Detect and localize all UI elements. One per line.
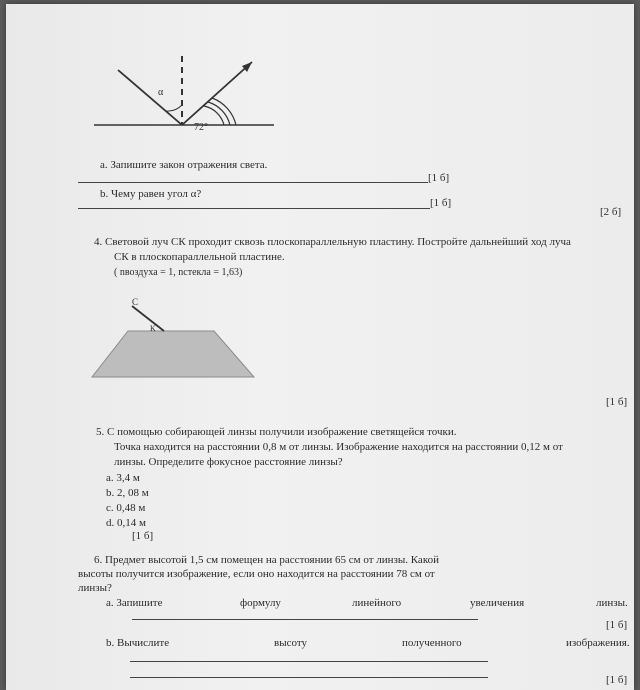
q5-option-c[interactable]: c. 0,48 м (106, 502, 146, 514)
worksheet-page (6, 4, 634, 690)
q6-a-answer-line[interactable] (132, 619, 478, 620)
q5-text-line2: Точка находится на расстоянии 0,8 м от линзы. Изображение находится на расстоянии 0,12 м от (114, 441, 563, 453)
q6-b-word-2: высоту (274, 637, 307, 649)
angle-72-label: 72° (194, 122, 208, 133)
q6-a-word-5: линзы. (596, 597, 628, 609)
q5-mark: [1 б] (132, 530, 154, 542)
q4-mark: [1 б] (606, 396, 628, 408)
q6-a-word-1: a. Запишите (106, 597, 163, 609)
q5-text-line1: 5. С помощью собирающей линзы получили изображение светящейся точки. (96, 426, 457, 438)
q3-part-b: b. Чему равен угол α? (100, 188, 202, 200)
q4-refraction-indices: ( nвоздуха = 1, nстекла = 1,63) (114, 267, 243, 278)
q3-b-mark: [1 б] (430, 197, 452, 209)
q6-text-line1: 6. Предмет высотой 1,5 см помещен на расстоянии 65 см от линзы. Какой (94, 554, 439, 566)
q6-b-answer-line-2[interactable] (130, 677, 488, 678)
q6-b-word-3: полученного (402, 637, 462, 649)
q6-a-mark: [1 б] (606, 619, 628, 631)
q5-text-line3: линзы. Определите фокусное расстояние линзы? (114, 456, 343, 468)
plate-diagram (6, 4, 640, 404)
q3-a-mark: [1 б] (428, 172, 450, 184)
q6-a-word-3: линейного (352, 597, 402, 609)
q6-text-line2: высоты получится изображение, если оно находится на расстоянии 78 см от (78, 568, 435, 580)
q4-text-line1: 4. Световой луч СК проходит сквозь плоскопараллельную пластину. Постройте дальнейший ход луча (94, 236, 571, 248)
q6-a-word-2: формулу (240, 597, 281, 609)
q6-b-word-4: изображения. (566, 637, 630, 649)
q6-a-word-4: увеличения (470, 597, 525, 609)
angle-alpha-label: α (158, 87, 164, 98)
q6-b-word-1: b. Вычислите (106, 637, 170, 649)
q3-total-mark: [2 б] (600, 206, 622, 218)
point-c-label: C (132, 297, 139, 307)
point-k-label: K (150, 324, 156, 333)
q3-part-a: a. Запишите закон отражения света. (100, 159, 268, 171)
q5-option-a[interactable]: a. 3,4 м (106, 472, 140, 484)
q6-b-mark: [1 б] (606, 674, 628, 686)
q5-option-d[interactable]: d. 0,14 м (106, 517, 146, 529)
q5-option-b[interactable]: b. 2, 08 м (106, 487, 149, 499)
q6-text-line3: линзы? (78, 582, 112, 594)
q6-b-answer-line-1[interactable] (130, 661, 488, 662)
q4-text-line2: СК в плоскопараллельной пластине. (114, 251, 285, 263)
